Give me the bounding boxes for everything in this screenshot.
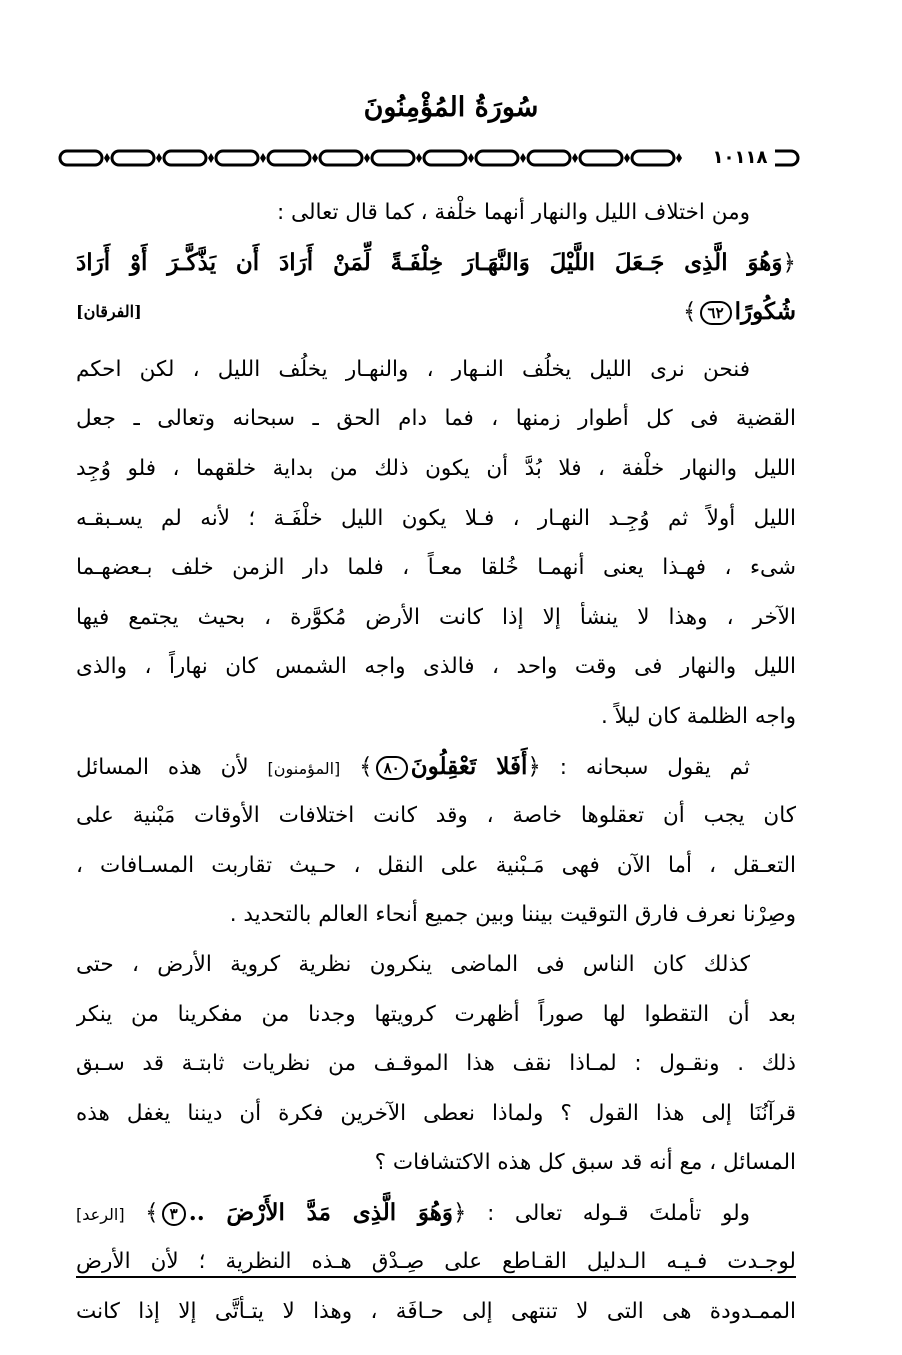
surah-reference: [المؤمنون] [267,758,341,778]
verse-text: وَهُوَ الَّذِى مَدَّ الأَرْضَ .. [188,1198,454,1226]
text-line: الليل والنهار فى وقت واحد ، فالذى واجه الشمس كان نهاراً ، والذى [76,654,796,680]
verse-number-icon: ٦٢ [700,301,732,325]
text-segment: ولو تأملتَ قـوله تعالى : [487,1200,750,1226]
footer-rule [76,1276,796,1278]
text-line: المسائل ، مع أنه قد سبق كل هذه الاكتشافات ؟ [374,1150,796,1176]
verse-open-bracket: ﴿ [453,1199,467,1226]
inline-verse [145,1199,466,1226]
text-line: الممـدودة هى التى لا تنتهى إلى حـافَة ، وهذا لا يتـأتَّى إلا إذا كانت [76,1299,796,1325]
text-line: الليل والنهار خلْفة ، فلا بُدَّ أن يكون ذلك من بداية خلقهما ، فلو وُجِد [76,455,796,481]
text-line: قرآنُنَا إلى هذا القول ؟ ولماذا نعطى الآخرين فكرة أن ديننا يغفل هذه [76,1100,796,1126]
surah-reference: [الرعد] [76,1204,125,1224]
surah-reference: [الفرقان] [76,302,142,322]
text-line: الليل أولاً ثم وُجِـد النهـار ، فـلا يكون الليل خلْفَـة ؛ لأنه لم يسـبقـه [76,505,796,531]
text-line: واجه الظلمة كان ليلاً . [600,703,796,729]
text-line: ذلك . ونقـول : لمـاذا نقف هذا الموقـف من نظريات ثابتـة قد سـبق [76,1051,796,1077]
verse-open-bracket: ﴿ [782,249,796,276]
verse-close-bracket: ﴾ [145,1199,159,1226]
verse-text: وَهُوَ الَّذِى جَـعَلَ اللَّيْلَ وَالنَّهَـارَ خِلْفَـةً لِّمَنْ أَرَادَ أَن يَذَّكَّـرَ أَوْ أَرَادَ [76,248,783,276]
text-line: التعـقل ، أما الآن فهى مَـبْنية على النقل ، حـيث تقاربت المسـافات ، [76,852,796,878]
ornament-chain-icon [56,146,806,170]
text-line [76,742,796,792]
verse-text: شُكُورًا [734,298,796,326]
text-line: بعد أن التقطوا لها صوراً أظهرت كرويتها وجدنا من مفكرينا من ينكر [76,1001,796,1027]
verse-close-bracket: ﴾ [359,753,373,780]
verse-number-icon: ٣ [162,1202,186,1226]
header-ornament-border [56,146,806,170]
verse-line [76,287,796,337]
text-line [76,1188,796,1238]
text-segment: ثم يقول سبحانه : [559,754,750,780]
text-line: كان يجب أن تعقلوها خاصة ، وقد كانت اختلافات الأوقات مَبْنية على [76,803,796,829]
text-line: كذلك كان الناس فى الماضى ينكرون نظرية كروية الأرض ، حتى [76,951,750,977]
page-number: ١٠١١٨ [705,146,775,170]
text-line: وصِرْنا نعرف فارق التوقيت بيننا وبين جميع أنحاء العالم بالتحديد . [229,902,796,928]
verse-line [76,238,796,288]
verse-open-bracket: ﴿ [527,753,541,780]
text-line: القضية فى كل أطوار زمنها ، فما دام الحق ـ سبحانه وتعالى ـ جعل [76,406,796,432]
verse-number-icon: ٨٠ [376,756,408,780]
text-line: لوجـدت فـيـه الـدليل القـاطع على صِـدْق هـذه النظرية ؛ لأن الأرض [76,1249,796,1275]
text-line: ومن اختلاف الليل والنهار أنهما خلْفة ، كما قال تعالى : [276,200,750,225]
verse-text: أَفَلا تَعْقِلُونَ [410,752,528,780]
surah-title: سُورَةُ المُؤْمِنُونَ [363,92,539,123]
text-line: فنحن نرى الليل يخلُف النـهار ، والنهـار يخلُف الليل ، لكن احكم [76,356,750,382]
verse-close-bracket: ﴾ [683,299,697,326]
text-line: الآخر ، وهذا لا ينشأ إلا إذا كانت الأرض مُكوَّرة ، بحيث يجتمع فيها [76,604,796,630]
text-segment: لأن هذه المسائل [76,754,249,780]
inline-verse [359,753,541,780]
text-line: شىء ، فهـذا يعنى أنهمـا خُلقا معـاً ، فلما دار الزمن خلف بـعضهـما [76,555,796,581]
page-body [76,188,796,1337]
